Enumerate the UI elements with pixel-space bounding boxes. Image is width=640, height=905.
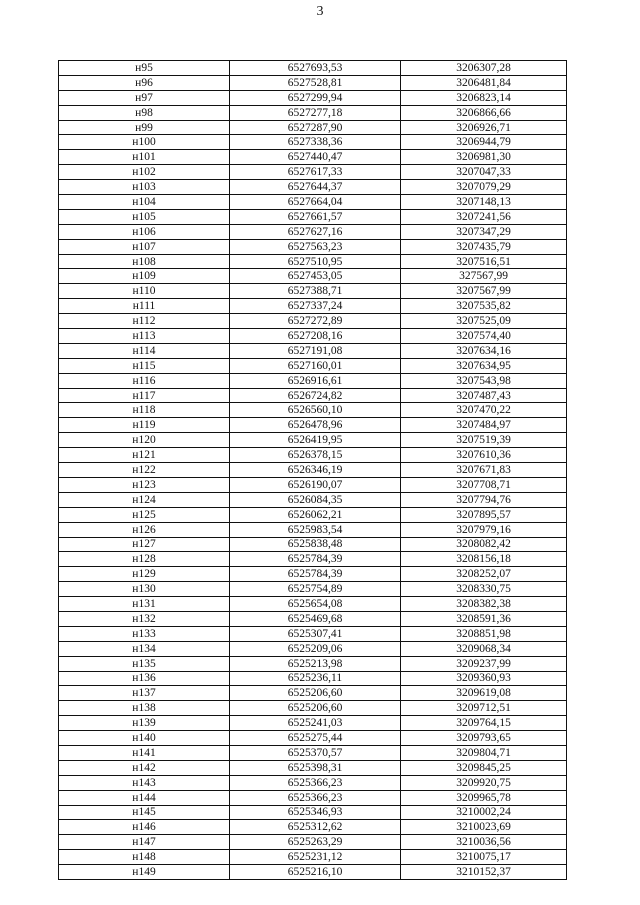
table-row xyxy=(59,597,567,612)
table-row xyxy=(59,165,567,180)
point-id-cell: н145 xyxy=(59,805,230,820)
point-id-cell: н149 xyxy=(59,865,230,880)
y-coordinate-cell: 3209712,51 xyxy=(401,701,567,716)
point-id-cell: н120 xyxy=(59,433,230,448)
y-coordinate-cell: 3207708,71 xyxy=(401,477,567,492)
point-id-cell: н126 xyxy=(59,522,230,537)
table-row xyxy=(59,180,567,195)
y-coordinate-cell: 3207671,83 xyxy=(401,463,567,478)
table-row xyxy=(59,701,567,716)
table-row xyxy=(59,835,567,850)
y-coordinate-cell: 3210152,37 xyxy=(401,865,567,880)
point-id-cell: н124 xyxy=(59,492,230,507)
y-coordinate-cell: 3207470,22 xyxy=(401,403,567,418)
y-coordinate-cell: 3206926,71 xyxy=(401,120,567,135)
table-row xyxy=(59,299,567,314)
x-coordinate-cell: 6527299,94 xyxy=(230,90,401,105)
x-coordinate-cell: 6527627,16 xyxy=(230,224,401,239)
table-row xyxy=(59,850,567,865)
coordinates-table xyxy=(58,60,567,880)
y-coordinate-cell: 3207543,98 xyxy=(401,373,567,388)
point-id-cell: н137 xyxy=(59,686,230,701)
y-coordinate-cell: 3208252,07 xyxy=(401,567,567,582)
x-coordinate-cell: 6525366,23 xyxy=(230,775,401,790)
y-coordinate-cell: 3206981,30 xyxy=(401,150,567,165)
y-coordinate-cell: 3207979,16 xyxy=(401,522,567,537)
point-id-cell: н111 xyxy=(59,299,230,314)
y-coordinate-cell: 3208156,18 xyxy=(401,552,567,567)
point-id-cell: н147 xyxy=(59,835,230,850)
point-id-cell: н115 xyxy=(59,358,230,373)
table-row xyxy=(59,239,567,254)
point-id-cell: н106 xyxy=(59,224,230,239)
point-id-cell: н118 xyxy=(59,403,230,418)
x-coordinate-cell: 6525231,12 xyxy=(230,850,401,865)
table-row xyxy=(59,656,567,671)
x-coordinate-cell: 6526346,19 xyxy=(230,463,401,478)
x-coordinate-cell: 6527272,89 xyxy=(230,314,401,329)
y-coordinate-cell: 3209793,65 xyxy=(401,731,567,746)
y-coordinate-cell: 3207148,13 xyxy=(401,195,567,210)
table-row xyxy=(59,865,567,880)
table-row xyxy=(59,582,567,597)
point-id-cell: н109 xyxy=(59,269,230,284)
x-coordinate-cell: 6525654,08 xyxy=(230,597,401,612)
table-row xyxy=(59,463,567,478)
y-coordinate-cell: 3207794,76 xyxy=(401,492,567,507)
y-coordinate-cell: 3209764,15 xyxy=(401,716,567,731)
y-coordinate-cell: 3208330,75 xyxy=(401,582,567,597)
table-row xyxy=(59,343,567,358)
table-row xyxy=(59,805,567,820)
table-row xyxy=(59,373,567,388)
x-coordinate-cell: 6526724,82 xyxy=(230,388,401,403)
x-coordinate-cell: 6525346,93 xyxy=(230,805,401,820)
table-row xyxy=(59,820,567,835)
x-coordinate-cell: 6525216,10 xyxy=(230,865,401,880)
y-coordinate-cell: 3208382,38 xyxy=(401,597,567,612)
point-id-cell: н128 xyxy=(59,552,230,567)
point-id-cell: н143 xyxy=(59,775,230,790)
y-coordinate-cell: 3206823,14 xyxy=(401,90,567,105)
point-id-cell: н142 xyxy=(59,760,230,775)
x-coordinate-cell: 6525784,39 xyxy=(230,567,401,582)
y-coordinate-cell: 3209237,99 xyxy=(401,656,567,671)
table-row xyxy=(59,388,567,403)
point-id-cell: н125 xyxy=(59,507,230,522)
point-id-cell: н108 xyxy=(59,254,230,269)
point-id-cell: н133 xyxy=(59,626,230,641)
x-coordinate-cell: 6527287,90 xyxy=(230,120,401,135)
y-coordinate-cell: 3209965,78 xyxy=(401,790,567,805)
x-coordinate-cell: 6527617,33 xyxy=(230,165,401,180)
y-coordinate-cell: 3206481,84 xyxy=(401,75,567,90)
point-id-cell: н121 xyxy=(59,448,230,463)
x-coordinate-cell: 6525213,98 xyxy=(230,656,401,671)
x-coordinate-cell: 6525206,60 xyxy=(230,686,401,701)
point-id-cell: н130 xyxy=(59,582,230,597)
y-coordinate-cell: 3207634,16 xyxy=(401,343,567,358)
point-id-cell: н110 xyxy=(59,284,230,299)
point-id-cell: н114 xyxy=(59,343,230,358)
x-coordinate-cell: 6526084,35 xyxy=(230,492,401,507)
x-coordinate-cell: 6526560,10 xyxy=(230,403,401,418)
point-id-cell: н136 xyxy=(59,671,230,686)
x-coordinate-cell: 6527661,57 xyxy=(230,209,401,224)
y-coordinate-cell: 3209619,08 xyxy=(401,686,567,701)
point-id-cell: н138 xyxy=(59,701,230,716)
x-coordinate-cell: 6527191,08 xyxy=(230,343,401,358)
x-coordinate-cell: 6525236,11 xyxy=(230,671,401,686)
x-coordinate-cell: 6525838,48 xyxy=(230,537,401,552)
point-id-cell: н127 xyxy=(59,537,230,552)
y-coordinate-cell: 3207895,57 xyxy=(401,507,567,522)
table-row xyxy=(59,358,567,373)
x-coordinate-cell: 6526190,07 xyxy=(230,477,401,492)
x-coordinate-cell: 6525241,03 xyxy=(230,716,401,731)
point-id-cell: н134 xyxy=(59,641,230,656)
y-coordinate-cell: 3207610,36 xyxy=(401,448,567,463)
x-coordinate-cell: 6525209,06 xyxy=(230,641,401,656)
x-coordinate-cell: 6527388,71 xyxy=(230,284,401,299)
y-coordinate-cell: 3210023,69 xyxy=(401,820,567,835)
y-coordinate-cell: 3207519,39 xyxy=(401,433,567,448)
table-row xyxy=(59,522,567,537)
y-coordinate-cell: 3207047,33 xyxy=(401,165,567,180)
point-id-cell: н97 xyxy=(59,90,230,105)
x-coordinate-cell: 6527453,05 xyxy=(230,269,401,284)
x-coordinate-cell: 6525312,62 xyxy=(230,820,401,835)
x-coordinate-cell: 6525784,39 xyxy=(230,552,401,567)
point-id-cell: н122 xyxy=(59,463,230,478)
table-row xyxy=(59,433,567,448)
point-id-cell: н146 xyxy=(59,820,230,835)
table-row xyxy=(59,75,567,90)
coordinates-table-body xyxy=(59,61,567,880)
point-id-cell: н96 xyxy=(59,75,230,90)
x-coordinate-cell: 6527208,16 xyxy=(230,329,401,344)
x-coordinate-cell: 6527277,18 xyxy=(230,105,401,120)
page-number: 3 xyxy=(316,4,324,19)
y-coordinate-cell: 3209920,75 xyxy=(401,775,567,790)
x-coordinate-cell: 6525275,44 xyxy=(230,731,401,746)
table-row xyxy=(59,760,567,775)
table-row xyxy=(59,418,567,433)
table-row xyxy=(59,254,567,269)
point-id-cell: н117 xyxy=(59,388,230,403)
table-row xyxy=(59,329,567,344)
x-coordinate-cell: 6527440,47 xyxy=(230,150,401,165)
point-id-cell: н129 xyxy=(59,567,230,582)
table-row xyxy=(59,150,567,165)
x-coordinate-cell: 6525206,60 xyxy=(230,701,401,716)
point-id-cell: н144 xyxy=(59,790,230,805)
y-coordinate-cell: 3207347,29 xyxy=(401,224,567,239)
x-coordinate-cell: 6525754,89 xyxy=(230,582,401,597)
table-row xyxy=(59,477,567,492)
y-coordinate-cell: 3207567,99 xyxy=(401,284,567,299)
table-row xyxy=(59,90,567,105)
x-coordinate-cell: 6525983,54 xyxy=(230,522,401,537)
table-row xyxy=(59,567,567,582)
point-id-cell: н95 xyxy=(59,61,230,76)
point-id-cell: н132 xyxy=(59,611,230,626)
y-coordinate-cell: 3207079,29 xyxy=(401,180,567,195)
y-coordinate-cell: 3209068,34 xyxy=(401,641,567,656)
x-coordinate-cell: 6525370,57 xyxy=(230,745,401,760)
table-row xyxy=(59,61,567,76)
y-coordinate-cell: 3209845,25 xyxy=(401,760,567,775)
point-id-cell: н107 xyxy=(59,239,230,254)
x-coordinate-cell: 6527338,36 xyxy=(230,135,401,150)
point-id-cell: н104 xyxy=(59,195,230,210)
y-coordinate-cell: 3207241,56 xyxy=(401,209,567,224)
table-row xyxy=(59,224,567,239)
y-coordinate-cell: 3209360,93 xyxy=(401,671,567,686)
x-coordinate-cell: 6525398,31 xyxy=(230,760,401,775)
x-coordinate-cell: 6525366,23 xyxy=(230,790,401,805)
y-coordinate-cell: 3207435,79 xyxy=(401,239,567,254)
point-id-cell: н141 xyxy=(59,745,230,760)
x-coordinate-cell: 6525263,29 xyxy=(230,835,401,850)
table-row xyxy=(59,537,567,552)
table-row xyxy=(59,745,567,760)
point-id-cell: н123 xyxy=(59,477,230,492)
x-coordinate-cell: 6527664,04 xyxy=(230,195,401,210)
table-row xyxy=(59,403,567,418)
table-row xyxy=(59,641,567,656)
table-row xyxy=(59,269,567,284)
table-row xyxy=(59,105,567,120)
y-coordinate-cell: 3208591,36 xyxy=(401,611,567,626)
y-coordinate-cell: 3208851,98 xyxy=(401,626,567,641)
table-row xyxy=(59,775,567,790)
x-coordinate-cell: 6526419,95 xyxy=(230,433,401,448)
x-coordinate-cell: 6527644,37 xyxy=(230,180,401,195)
table-row xyxy=(59,314,567,329)
x-coordinate-cell: 6527160,01 xyxy=(230,358,401,373)
x-coordinate-cell: 6527528,81 xyxy=(230,75,401,90)
table-row xyxy=(59,120,567,135)
x-coordinate-cell: 6525307,41 xyxy=(230,626,401,641)
table-row xyxy=(59,552,567,567)
y-coordinate-cell: 3210036,56 xyxy=(401,835,567,850)
table-row xyxy=(59,209,567,224)
point-id-cell: н135 xyxy=(59,656,230,671)
point-id-cell: н140 xyxy=(59,731,230,746)
x-coordinate-cell: 6527563,23 xyxy=(230,239,401,254)
y-coordinate-cell: 3207516,51 xyxy=(401,254,567,269)
y-coordinate-cell: 3210075,17 xyxy=(401,850,567,865)
x-coordinate-cell: 6526478,96 xyxy=(230,418,401,433)
x-coordinate-cell: 6526916,61 xyxy=(230,373,401,388)
y-coordinate-cell: 3206307,28 xyxy=(401,61,567,76)
y-coordinate-cell: 3207525,09 xyxy=(401,314,567,329)
y-coordinate-cell: 327567,99 xyxy=(401,269,567,284)
y-coordinate-cell: 3207487,43 xyxy=(401,388,567,403)
point-id-cell: н131 xyxy=(59,597,230,612)
y-coordinate-cell: 3207535,82 xyxy=(401,299,567,314)
table-row xyxy=(59,790,567,805)
x-coordinate-cell: 6526378,15 xyxy=(230,448,401,463)
table-row xyxy=(59,611,567,626)
point-id-cell: н101 xyxy=(59,150,230,165)
y-coordinate-cell: 3206944,79 xyxy=(401,135,567,150)
table-row xyxy=(59,284,567,299)
x-coordinate-cell: 6527510,95 xyxy=(230,254,401,269)
table-row xyxy=(59,507,567,522)
point-id-cell: н98 xyxy=(59,105,230,120)
y-coordinate-cell: 3206866,66 xyxy=(401,105,567,120)
point-id-cell: н100 xyxy=(59,135,230,150)
x-coordinate-cell: 6525469,68 xyxy=(230,611,401,626)
point-id-cell: н139 xyxy=(59,716,230,731)
y-coordinate-cell: 3207634,95 xyxy=(401,358,567,373)
x-coordinate-cell: 6527337,24 xyxy=(230,299,401,314)
x-coordinate-cell: 6527693,53 xyxy=(230,61,401,76)
table-row xyxy=(59,195,567,210)
point-id-cell: н99 xyxy=(59,120,230,135)
point-id-cell: н105 xyxy=(59,209,230,224)
table-row xyxy=(59,448,567,463)
point-id-cell: н102 xyxy=(59,165,230,180)
point-id-cell: н119 xyxy=(59,418,230,433)
table-row xyxy=(59,731,567,746)
table-row xyxy=(59,686,567,701)
point-id-cell: н103 xyxy=(59,180,230,195)
table-row xyxy=(59,671,567,686)
y-coordinate-cell: 3209804,71 xyxy=(401,745,567,760)
table-row xyxy=(59,492,567,507)
point-id-cell: н116 xyxy=(59,373,230,388)
point-id-cell: н113 xyxy=(59,329,230,344)
y-coordinate-cell: 3207484,97 xyxy=(401,418,567,433)
y-coordinate-cell: 3210002,24 xyxy=(401,805,567,820)
y-coordinate-cell: 3208082,42 xyxy=(401,537,567,552)
table-row xyxy=(59,716,567,731)
x-coordinate-cell: 6526062,21 xyxy=(230,507,401,522)
point-id-cell: н112 xyxy=(59,314,230,329)
point-id-cell: н148 xyxy=(59,850,230,865)
table-row xyxy=(59,626,567,641)
y-coordinate-cell: 3207574,40 xyxy=(401,329,567,344)
table-row xyxy=(59,135,567,150)
